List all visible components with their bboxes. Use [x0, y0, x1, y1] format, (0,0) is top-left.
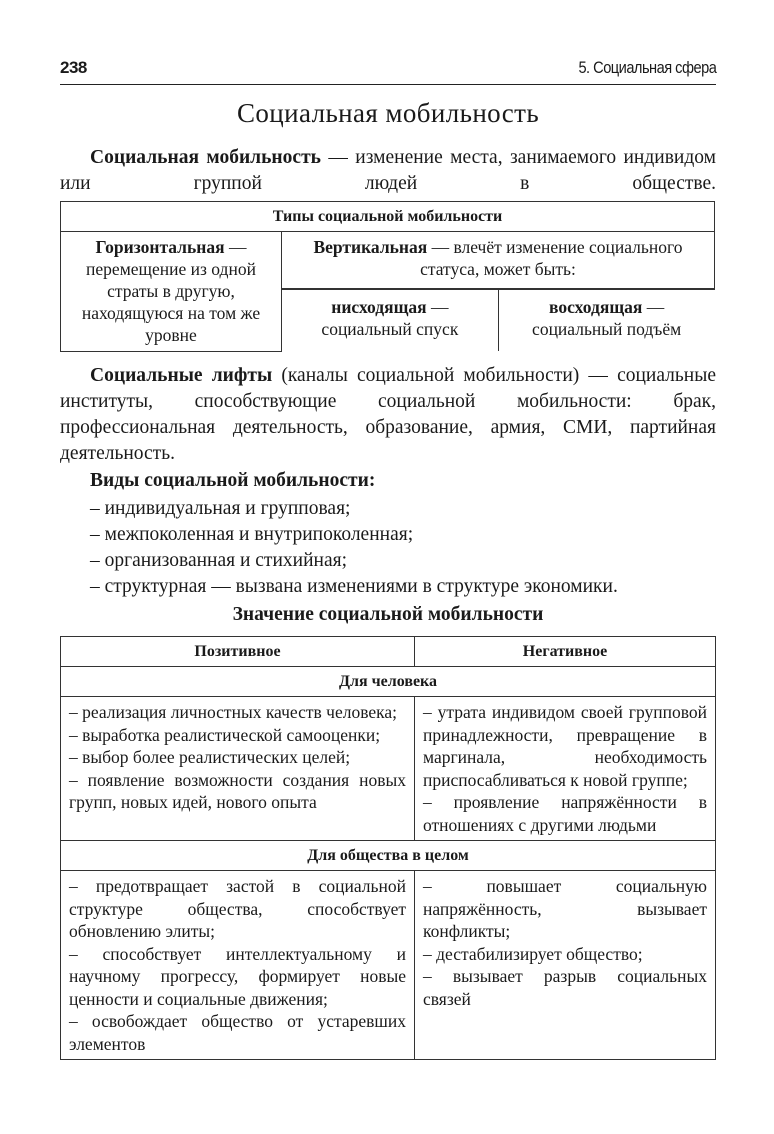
list-item: – индивидуальная и групповая;: [90, 498, 351, 519]
horizontal-term: Горизонтальная: [95, 237, 225, 257]
kinds-list: [90, 496, 618, 600]
section-person: Для человека: [61, 667, 716, 697]
page-header: [60, 56, 716, 85]
header-positive: Позитивное: [61, 637, 415, 667]
horizontal-cell: [61, 232, 282, 352]
person-positive-cell: [61, 697, 415, 841]
ascending-term: восходящая: [549, 297, 643, 317]
list-item: – организованная и стихийная;: [90, 550, 347, 571]
list-item: – реализация личностных качеств человека;: [69, 702, 398, 722]
list-item: – освобождает общество от устаревших элементов: [69, 1011, 406, 1054]
society-negative-cell: [415, 871, 716, 1060]
social-lifts-paragraph: [60, 363, 716, 467]
definition-text: — изменение места, занимаемого индивидом или группой людей в обществе.: [60, 147, 716, 194]
vertical-subtypes: [282, 289, 715, 352]
value-table: [60, 636, 716, 1060]
page-number: 238: [60, 58, 87, 77]
section-title: 5. Социальная сфера: [578, 58, 716, 77]
value-table-title: Значение социальной мобильности: [232, 604, 544, 625]
ascending-cell: [498, 290, 714, 352]
list-item: – структурная — вызвана изменениями в структуре экономики.: [90, 576, 618, 597]
list-item: – появление возможности создания новых групп, новых идей, нового опыта: [69, 769, 406, 812]
vertical-cell: [282, 232, 715, 289]
header-negative: Негативное: [415, 637, 716, 667]
list-item: – вызывает разрыв социальных связей: [423, 966, 707, 1009]
ascending-text: — социальный подъём: [532, 297, 682, 339]
person-negative-cell: [415, 697, 716, 841]
list-item: – выбор более реалистических целей;: [69, 747, 351, 767]
definition-term: Социальная мобильность: [90, 147, 321, 168]
list-item: – проявление напряжённости в отношениях с другими людьми: [423, 792, 707, 835]
vertical-term: Вертикальная: [313, 237, 428, 257]
descending-text: — социальный спуск: [321, 297, 459, 339]
list-item: – утрата индивидом своей групповой принадлежности, превращение в маргинала, необходимость приспосабливаться к новой группе;: [423, 702, 707, 790]
list-item: – повышает социальную напряжённость, вызывает конфликты;: [423, 876, 707, 941]
kinds-title: Виды социальной мобильности:: [90, 470, 376, 491]
list-item: – межпоколенная и внутрипоколенная;: [90, 524, 414, 545]
social-lifts-text: (каналы социальной мобильности) — социальные институты, способствующие социальной мобильности: брак, профессиональная деятельность, образование, армия, СМИ, партийная деятельность.: [60, 365, 716, 464]
horizontal-text: — перемещение из одной страты в другую, находящуюся на том же уровне: [81, 237, 261, 345]
descending-term: нисходящая: [331, 297, 427, 317]
vertical-text: — влечёт изменение социального статуса, может быть:: [420, 237, 683, 279]
list-item: – дестабилизирует общество;: [423, 943, 643, 964]
list-item: – способствует интеллектуальному и научному прогрессу, формирует новые ценности и социальные движения;: [69, 943, 406, 1009]
list-item: – выработка реалистической самооценки;: [69, 724, 381, 745]
types-table: [60, 201, 715, 352]
page-title: Социальная мобильность: [236, 98, 540, 128]
social-lifts-term: Социальные лифты: [90, 365, 273, 386]
descending-cell: [282, 290, 498, 352]
society-positive-cell: [61, 871, 415, 1060]
section-society: Для общества в целом: [61, 841, 716, 871]
types-table-caption: Типы социальной мобильности: [61, 202, 715, 232]
list-item: – предотвращает застой в социальной структуре общества, способствует обновлению элиты;: [69, 876, 406, 941]
